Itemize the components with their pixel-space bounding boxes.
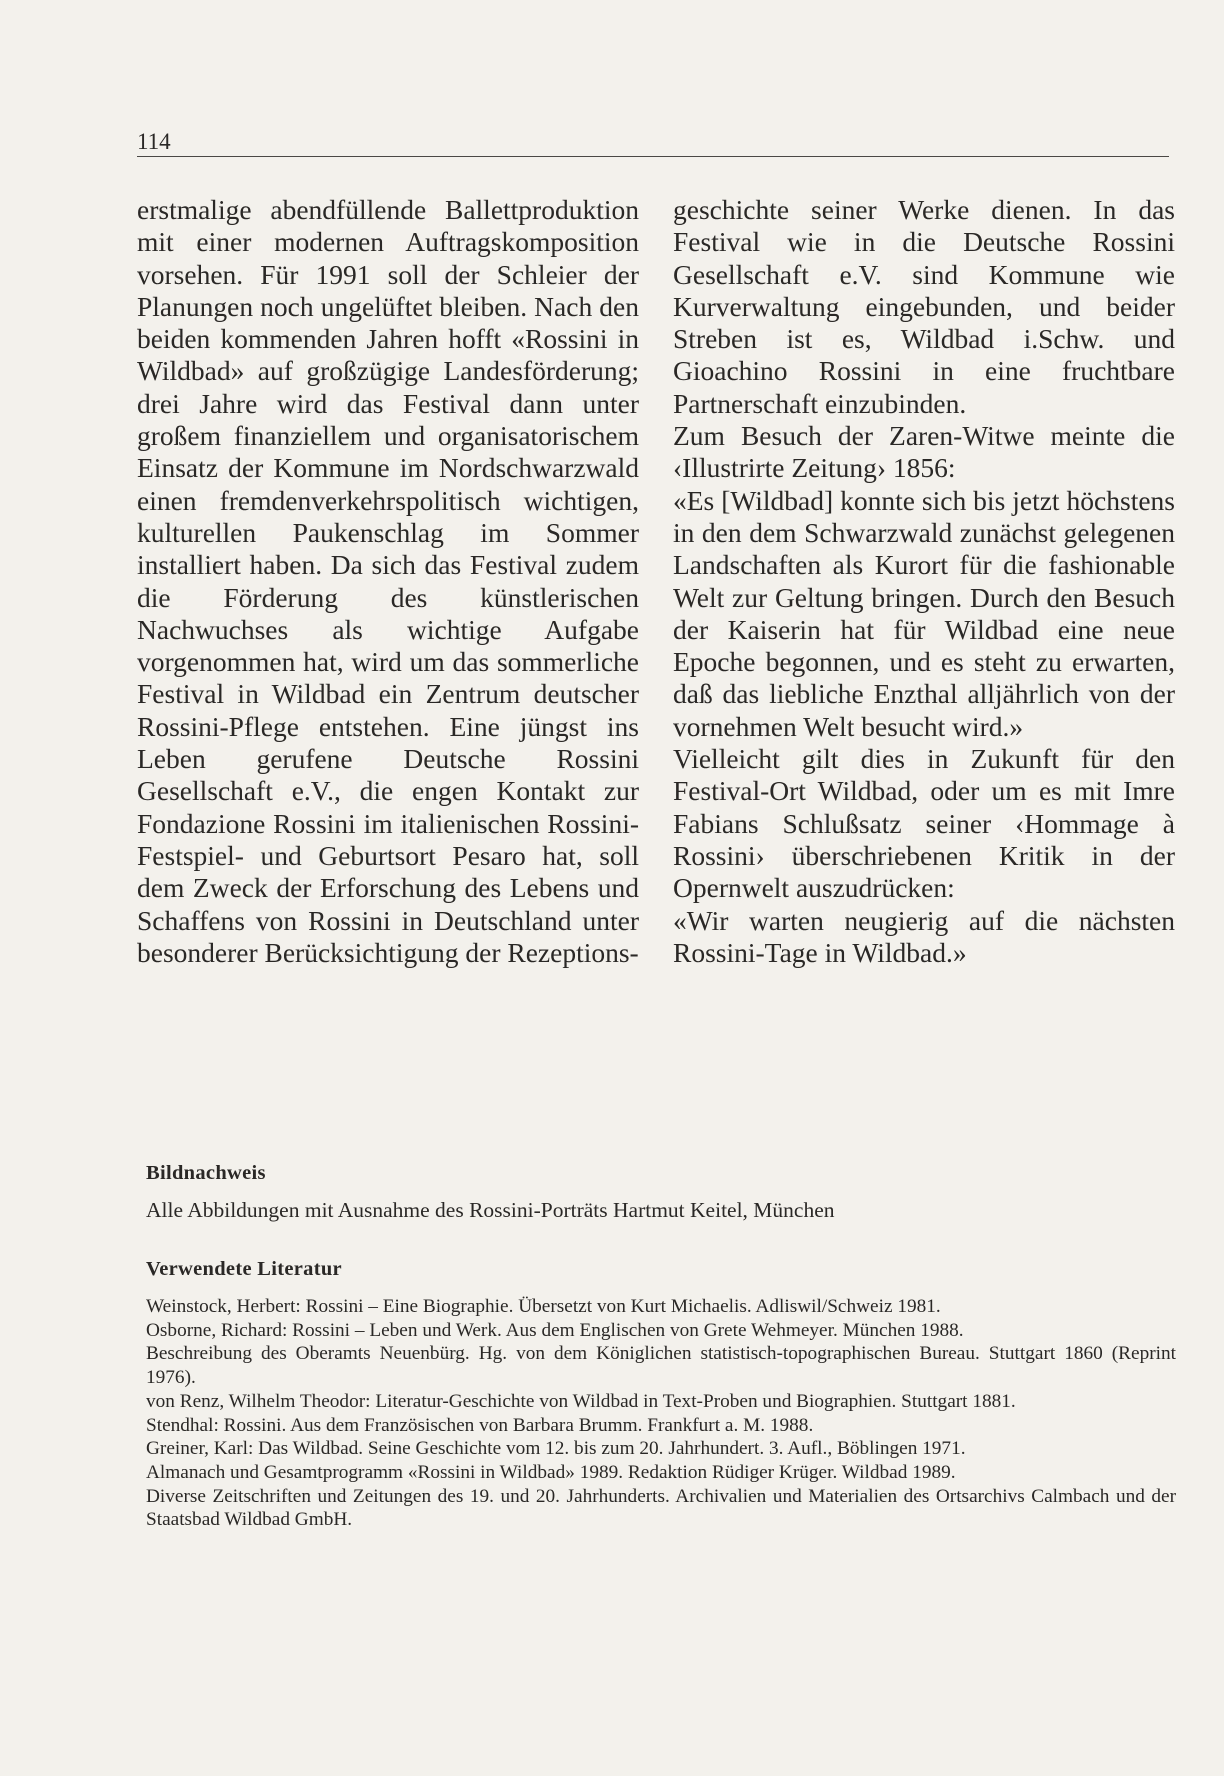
literature-list xyxy=(146,1295,1176,1532)
literature-entry: Weinstock, Herbert: Rossini – Eine Biographie. Übersetzt von Kurt Michaelis. Adliswil/Schweiz 1981. xyxy=(146,1296,941,1317)
literature-entry: Almanach und Gesamtprogramm «Rossini in Wildbad» 1989. Redaktion Rüdiger Krüger. Wildbad 1989. xyxy=(146,1461,956,1483)
right-text-column xyxy=(673,194,1175,969)
literature-heading: Verwendete Literatur xyxy=(146,1258,342,1280)
quote-paragraph: «Wir warten neugierig auf die nächsten Rossini-Tage in Wildbad.» xyxy=(673,904,1175,968)
literature-entry: von Renz, Wilhelm Theodor: Literatur-Geschichte von Wildbad in Text-Proben und Biographien. Stuttgart 1881. xyxy=(146,1390,1016,1412)
photo-credits-heading: Bildnachweis xyxy=(146,1162,266,1184)
body-paragraph: geschichte seiner Werke dienen. In das Festival wie in die Deutsche Rossini Gesellschaft e.V. sind Kommune wie Kurverwaltung eingebunden, und beider Streben ist es, Wildbad i.Schw. und Gioachino Rossini in eine fruchtbare Partnerschaft einzubinden. xyxy=(673,194,1175,419)
literature-entry: Diverse Zeitschriften und Zeitungen des 19. und 20. Jahrhunderts. Archivalien und Materialien des Ortsarchivs Calmbach und der Staatsbad Wildbad GmbH. xyxy=(146,1485,1176,1531)
literature-entry: Greiner, Karl: Das Wildbad. Seine Geschichte vom 12. bis zum 20. Jahrhundert. 3. Aufl., Böblingen 1971. xyxy=(146,1438,966,1460)
left-text-column xyxy=(137,194,639,969)
photo-credits-text: Alle Abbildungen mit Ausnahme des Rossini-Porträts Hartmut Keitel, München xyxy=(146,1198,835,1222)
body-paragraph: erstmalige abendfüllende Ballettproduktion mit einer modernen Auftragskomposition vorsehen. Für 1991 soll der Schleier der Planungen noch ungelüftet bleiben. Nach den beiden kommenden Jahren hofft «Rossini in Wildbad» auf großzügige Landesförderung; drei Jahre wird das Festival dann unter großem finanziellem und organisatorischem Einsatz der Kommune im Nordschwarzwald einen fremdenverkehrspolitisch wichtigen, kulturellen Paukenschlag im Sommer installiert haben. Da sich das Festival zudem die Förderung des künstlerischen Nachwuchses als wichtige Aufgabe vorgenommen hat, wird um das sommerliche Festival in Wildbad ein Zentrum deutscher Rossini-Pflege entstehen. Eine jüngst ins Leben gerufene Deutsche Rossini Gesellschaft e.V., die engen Kontakt zur Fondazione Rossini im italienischen Rossini-Festspiel- und Geburtsort Pesaro hat, soll dem Zweck der Erforschung des Lebens und Schaffens von Rossini in Deutschland unter besonderer Berücksichtigung der Rezeptions- xyxy=(137,194,639,968)
literature-entry: Stendhal: Rossini. Aus dem Französischen von Barbara Brumm. Frankfurt a. M. 1988. xyxy=(146,1414,814,1436)
quote-paragraph: «Es [Wildbad] konnte sich bis jetzt höchstens in den dem Schwarzwald zunächst gelegenen Landschaften als Kurort für die fashionable Welt zur Geltung bringen. Durch den Besuch der Kaiserin hat für Wildbad eine neue Epoche begonnen, und es steht zu erwarten, daß das liebliche Enzthal alljährlich von der vornehmen Welt besucht wird.» xyxy=(673,484,1175,742)
literature-entry: Beschreibung des Oberamts Neuenbürg. Hg. von dem Königlichen statistisch-topographischen Bureau. Stuttgart 1860 (Reprint 1976). xyxy=(146,1343,1176,1389)
header-rule xyxy=(137,156,1169,157)
literature-entry: Osborne, Richard: Rossini – Leben und Werk. Aus dem Englischen von Grete Wehmeyer. München 1988. xyxy=(146,1319,964,1341)
page-number: 114 xyxy=(137,129,171,154)
body-paragraph: Vielleicht gilt dies in Zukunft für den Festival-Ort Wildbad, oder um es mit Imre Fabians Schlußsatz seiner ‹Hommage à Rossini› überschriebenen Kritik in der Opernwelt auszudrücken: xyxy=(673,743,1175,904)
body-paragraph: Zum Besuch der Zaren-Witwe meinte die ‹Illustrirte Zeitung› 1856: xyxy=(673,420,1175,484)
